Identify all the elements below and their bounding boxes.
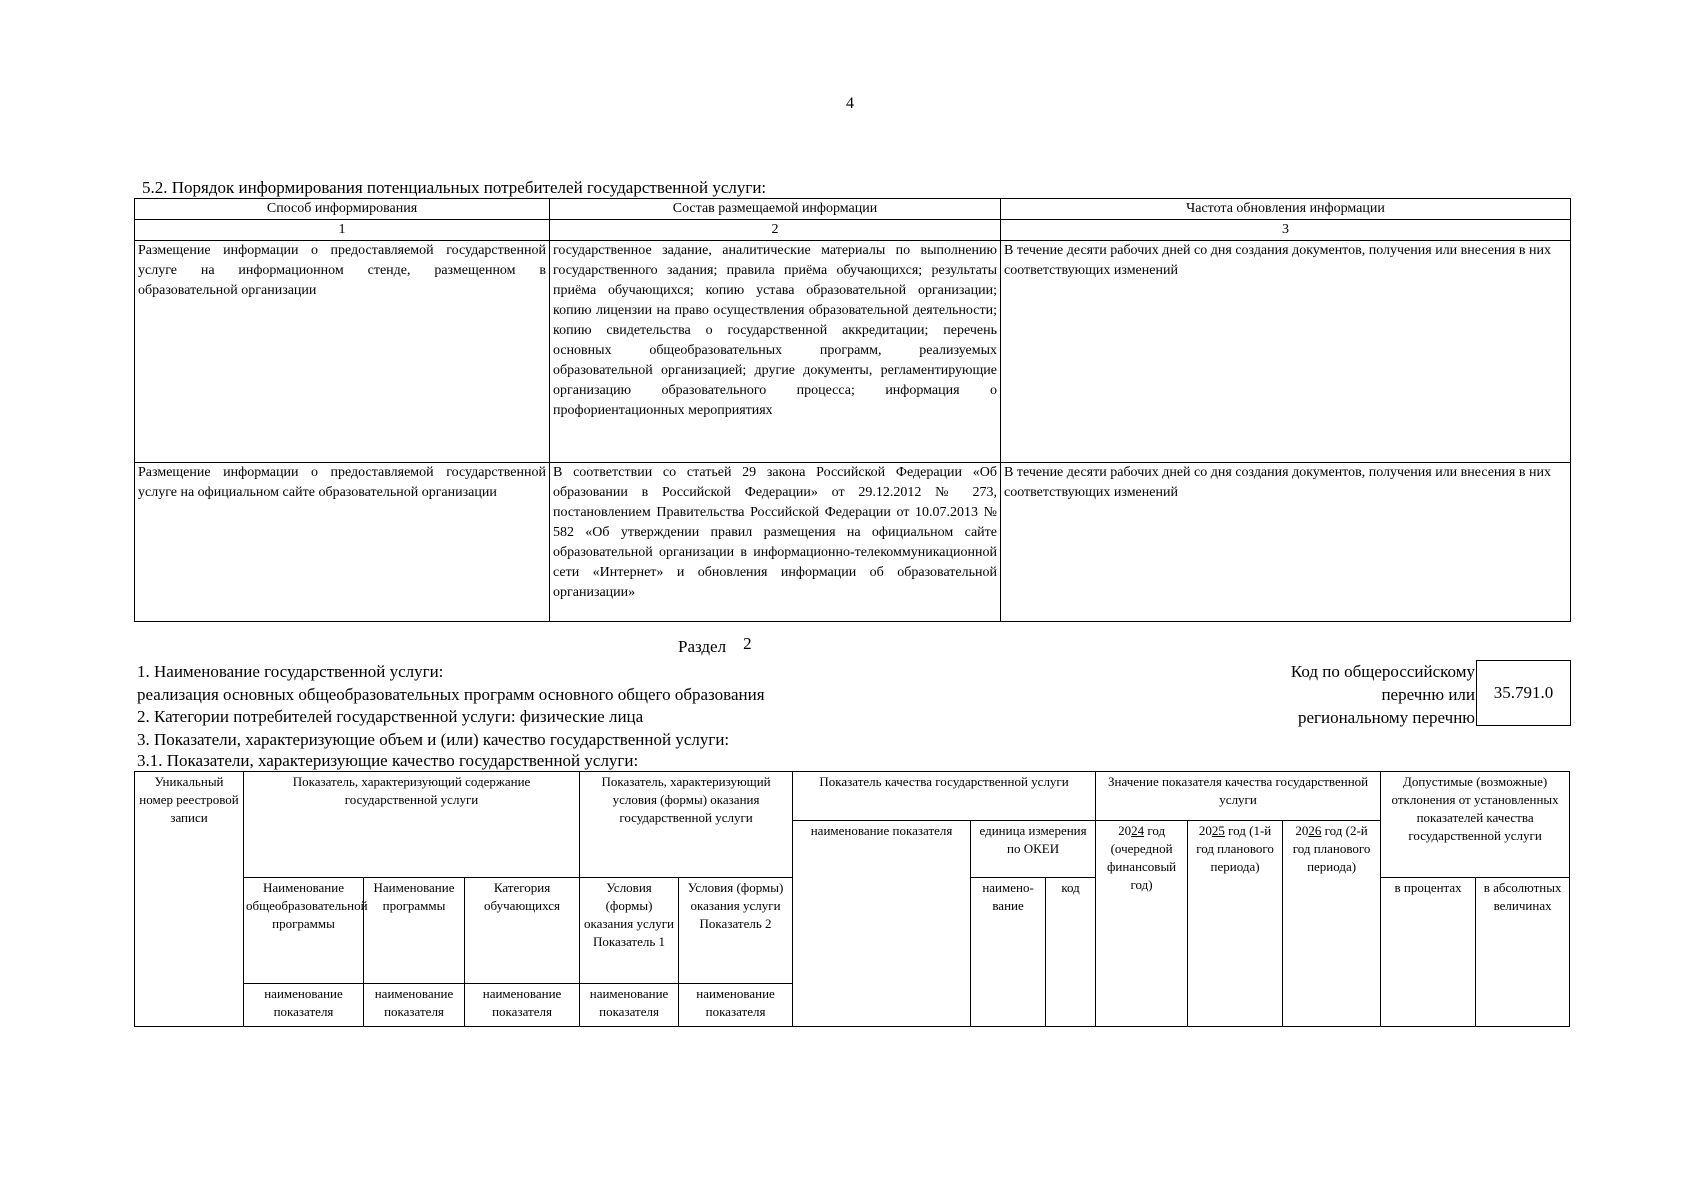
col-number-3: 3	[1001, 220, 1571, 241]
unit-code-header: код	[1046, 878, 1096, 1027]
year-3-prefix: 20	[1295, 823, 1309, 838]
table-header-row	[135, 199, 1571, 220]
quality-indicator-header: Показатель качества государственной услуги	[793, 772, 1096, 821]
year-2-header	[1188, 821, 1283, 1027]
year-2-value: 25	[1211, 823, 1225, 838]
code-label-line-3: региональному перечню	[1297, 708, 1475, 727]
header-row-1	[135, 772, 1570, 821]
service-name-label: 1. Наименование государственной услуги:	[137, 662, 444, 681]
col-number-2: 2	[550, 220, 1001, 241]
deviation-header: Допустимые (возможные) отклонения от установленных показателей качества государственной услуги	[1381, 772, 1570, 878]
indicator-label: наименование показателя	[364, 984, 465, 1027]
code-label-line-1: Код по общероссийскому	[1290, 662, 1475, 681]
header-content: Состав размещаемой информации	[550, 199, 1001, 220]
section-label: Раздел	[678, 637, 727, 656]
indicators-heading: 3. Показатели, характеризующие объем и (или) качество государственной услуги:	[137, 730, 730, 749]
program-name-header: Наименование общеобразовательной программы	[244, 878, 364, 984]
header-frequency: Частота обновления информации	[1001, 199, 1571, 220]
quality-indicators-table	[134, 771, 1570, 1027]
unique-number-header: Уникальный номер реестровой записи	[135, 772, 244, 1027]
year-1-value: 24	[1131, 823, 1145, 838]
year-3-header	[1283, 821, 1381, 1027]
table-row	[135, 463, 1571, 622]
content-indicator-header: Показатель, характеризующий содержание государственной услуги	[244, 772, 580, 878]
col-number-1: 1	[135, 220, 550, 241]
year-3-value: 26	[1308, 823, 1322, 838]
year-1-suffix: год (очередной финансовый год)	[1106, 823, 1177, 892]
quality-value-header: Значение показателя качества государственной услуги	[1096, 772, 1381, 821]
indicator-name-header: наименование показателя	[793, 821, 971, 1027]
unit-header: единица измерения по ОКЕИ	[971, 821, 1096, 878]
method-cell: Размещение информации о предоставляемой государственной услуге на информационном стенде, размещенном в образовательной организации	[135, 241, 550, 463]
indicator-label: наименование показателя	[679, 984, 793, 1027]
method-cell: Размещение информации о предоставляемой государственной услуге на официальном сайте образовательной организации	[135, 463, 550, 622]
year-1-prefix: 20	[1118, 823, 1132, 838]
condition-1-header: Условия (формы) оказания услуги Показатель 1	[580, 878, 679, 984]
deviation-percent-header: в процентах	[1381, 878, 1476, 1027]
consumer-categories: 2. Категории потребителей государственной услуги: физические лица	[137, 707, 644, 726]
quality-indicators-heading: 3.1. Показатели, характеризующие качество государственной услуги:	[137, 751, 639, 770]
year-1-header	[1096, 821, 1188, 1027]
column-number-row	[135, 220, 1571, 241]
category-header: Категория обучающихся	[465, 878, 580, 984]
section-5-2-title: 5.2. Порядок информирования потенциальных потребителей государственной услуги:	[142, 178, 767, 197]
code-label	[1200, 662, 1475, 732]
content-cell: В соответствии со статьей 29 закона Российской Федерации «Об образовании в Российской Федерации» от 29.12.2012 № 273, постановлением Правительства Российской Федерации от 10.07.2013 № 582 «Об утверждении правил размещения на официальном сайте образовательной организации в информационно-телекоммуникационной сети «Интернет» и обновления информации об образовательной организации»	[550, 463, 1001, 622]
service-name-value: реализация основных общеобразовательных программ основного общего образования	[137, 685, 765, 704]
indicator-label: наименование показателя	[244, 984, 364, 1027]
frequency-cell: В течение десяти рабочих дней со дня создания документов, получения или внесения в них соответствующих изменений	[1001, 463, 1571, 622]
unit-name-header: наимено-вание	[971, 878, 1046, 1027]
indicator-label: наименование показателя	[465, 984, 580, 1027]
page-number: 4	[846, 95, 854, 112]
deviation-absolute-header: в абсолютных величинах	[1476, 878, 1570, 1027]
program-header: Наименование программы	[364, 878, 465, 984]
indicator-label: наименование показателя	[580, 984, 679, 1027]
frequency-cell: В течение десяти рабочих дней со дня создания документов, получения или внесения в них соответствующих изменений	[1001, 241, 1571, 463]
code-label-line-2: перечню или	[1381, 685, 1475, 704]
section-number: 2	[743, 634, 752, 653]
section-heading	[678, 634, 752, 657]
registry-code-box: 35.791.0	[1476, 660, 1571, 726]
content-cell: государственное задание, аналитические материалы по выполнению государственного задания; правила приёма обучающихся; результаты приёма обучающихся; копию устава образовательной организации; копию лицензии на право осуществления образовательной деятельности; копию свидетельства о государственной аккредитации; перечень основных общеобразовательных программ, реализуемых образовательной организацией; другие документы, регламентирующие организацию образовательного процесса; информация о профориентационных мероприятиях	[550, 241, 1001, 463]
condition-2-header: Условия (формы) оказания услуги Показатель 2	[679, 878, 793, 984]
year-3-suffix: год (2-й год планового периода)	[1292, 823, 1371, 874]
header-method: Способ информирования	[135, 199, 550, 220]
table-row	[135, 241, 1571, 463]
year-2-suffix: год (1-й год планового периода)	[1196, 823, 1274, 874]
year-2-prefix: 20	[1198, 823, 1212, 838]
conditions-indicator-header: Показатель, характеризующий условия (формы) оказания государственной услуги	[580, 772, 793, 878]
informing-table	[134, 198, 1571, 622]
